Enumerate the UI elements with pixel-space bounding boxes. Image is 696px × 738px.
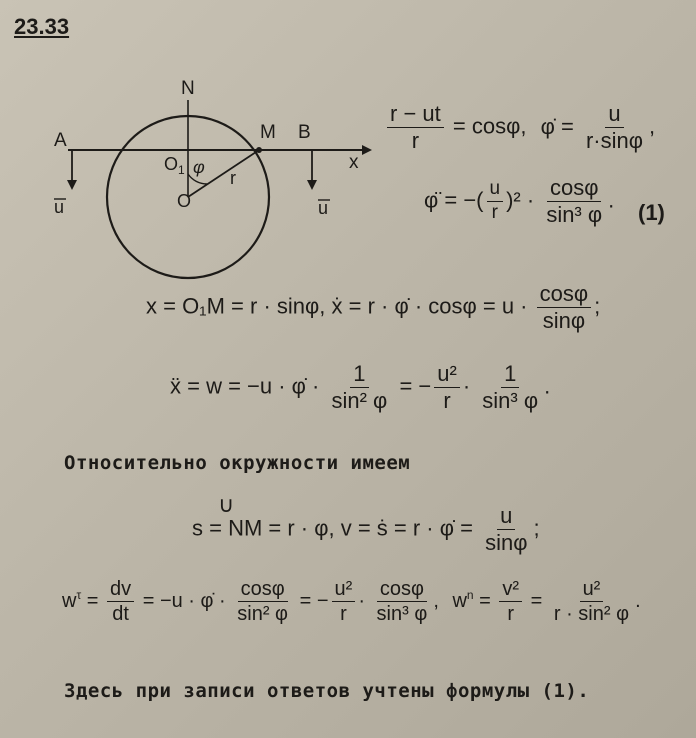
eq5-comma: , [433, 589, 439, 612]
eq5-num3: u² [332, 578, 356, 602]
label-r: r [230, 168, 236, 188]
label-n: N [181, 78, 195, 99]
eq1c-tail: . [608, 187, 615, 213]
equation-1c [424, 176, 614, 227]
eq5-den3: r [340, 603, 347, 625]
eq1a-rhs: = cosφ, [452, 113, 527, 139]
eq2-den: sinφ [542, 308, 586, 334]
eq3-dot: · [462, 373, 471, 399]
eq5-den6: r · sin² φ [553, 603, 630, 625]
eq5-eq2: = [479, 589, 491, 612]
equation-5 [62, 578, 641, 625]
label-o1: O [164, 154, 179, 174]
equation-1a [384, 102, 655, 153]
label-b: B [298, 122, 311, 143]
equation-tag-1: (1) [638, 200, 665, 225]
eq5-eq: = [86, 589, 99, 612]
eq3-left: ẍ = w = −u · φ̇ · [170, 373, 320, 399]
eq5-mid: = −u · φ̇ · [142, 589, 226, 612]
point-m [256, 147, 262, 153]
eq4-den: sinφ [485, 530, 528, 556]
eq5-sup: τ [76, 588, 82, 603]
eq5-den5: r [507, 603, 515, 625]
problem-number: 23.33 [14, 14, 70, 39]
eq1b-den: r·sinφ [585, 128, 643, 154]
eq3-tail: . [544, 373, 551, 399]
eq1b-tail: , [648, 113, 656, 139]
eq3-den2: r [443, 388, 451, 414]
paragraph-relative-circle: Относительно окружности имеем [64, 452, 411, 474]
paragraph-conclusion: Здесь при записи ответов учтены формулы (1). [64, 680, 590, 702]
eq1a-den: r [411, 128, 420, 154]
eq4-left: s = NM = r · φ, v = ṡ = r · φ̇ = [192, 515, 473, 541]
eq5-mid2: = − [299, 589, 329, 612]
circle-diagram [40, 70, 380, 280]
eq1c-num2: cosφ [547, 176, 602, 202]
x-axis-arrowhead [362, 145, 372, 155]
eq1c-den: r [491, 202, 498, 224]
label-o: O [177, 191, 192, 211]
eq3-den3: sin³ φ [482, 388, 539, 414]
eq5-wn: w [452, 589, 467, 612]
eq5-num5: v² [499, 578, 522, 602]
eq2-left: x = O₁M = r · sinφ, ẋ = r · φ̇ · cosφ = u · [146, 293, 528, 319]
label-u-right: u [318, 198, 329, 218]
eq1c-num: u [487, 179, 504, 202]
label-o1-sub: 1 [178, 163, 185, 177]
equation-2 [146, 282, 600, 333]
eq5-tail: . [635, 589, 641, 612]
label-a: A [54, 130, 67, 151]
eq3-mid: = − [399, 373, 432, 399]
eq1c-den2: sin³ φ [546, 202, 603, 228]
label-u-left: u [54, 197, 65, 217]
eq5-wn-sup: n [466, 588, 474, 603]
equation-4 [192, 504, 540, 555]
label-phi: φ [193, 157, 205, 177]
eq1c-mid: )² · [506, 187, 535, 213]
eq5-dot: · [358, 589, 365, 612]
label-x: x [349, 152, 359, 173]
eq3-num3: 1 [501, 362, 519, 388]
label-m: M [260, 122, 276, 143]
eq5-den2: sin² φ [237, 603, 289, 625]
eq3-num2: u² [434, 362, 460, 388]
eq3-den: sin² φ [331, 388, 388, 414]
eq1b-lhs: φ̇ = [540, 113, 574, 139]
eq3-num: 1 [350, 362, 368, 388]
eq1c-lhs: φ̈ = −( [424, 187, 484, 213]
equation-3 [170, 362, 550, 413]
eq4-num: u [497, 504, 515, 530]
eq5-num: dv [107, 578, 134, 602]
eq5-num2: cosφ [238, 578, 288, 602]
eq5-num4: cosφ [377, 578, 427, 602]
eq5-num6: u² [580, 578, 604, 602]
arc-mark: ∪ [218, 492, 235, 517]
eq5-den4: sin³ φ [376, 603, 428, 625]
eq5-eq3: = [530, 589, 543, 612]
eq1a-num: r − ut [387, 102, 444, 128]
eq5-den: dt [112, 603, 129, 625]
eq2-tail: ; [594, 293, 601, 319]
eq1b-num: u [605, 102, 623, 128]
eq5-lhs: w [62, 589, 77, 612]
eq4-tail: ; [533, 515, 540, 541]
eq2-num: cosφ [537, 282, 592, 308]
